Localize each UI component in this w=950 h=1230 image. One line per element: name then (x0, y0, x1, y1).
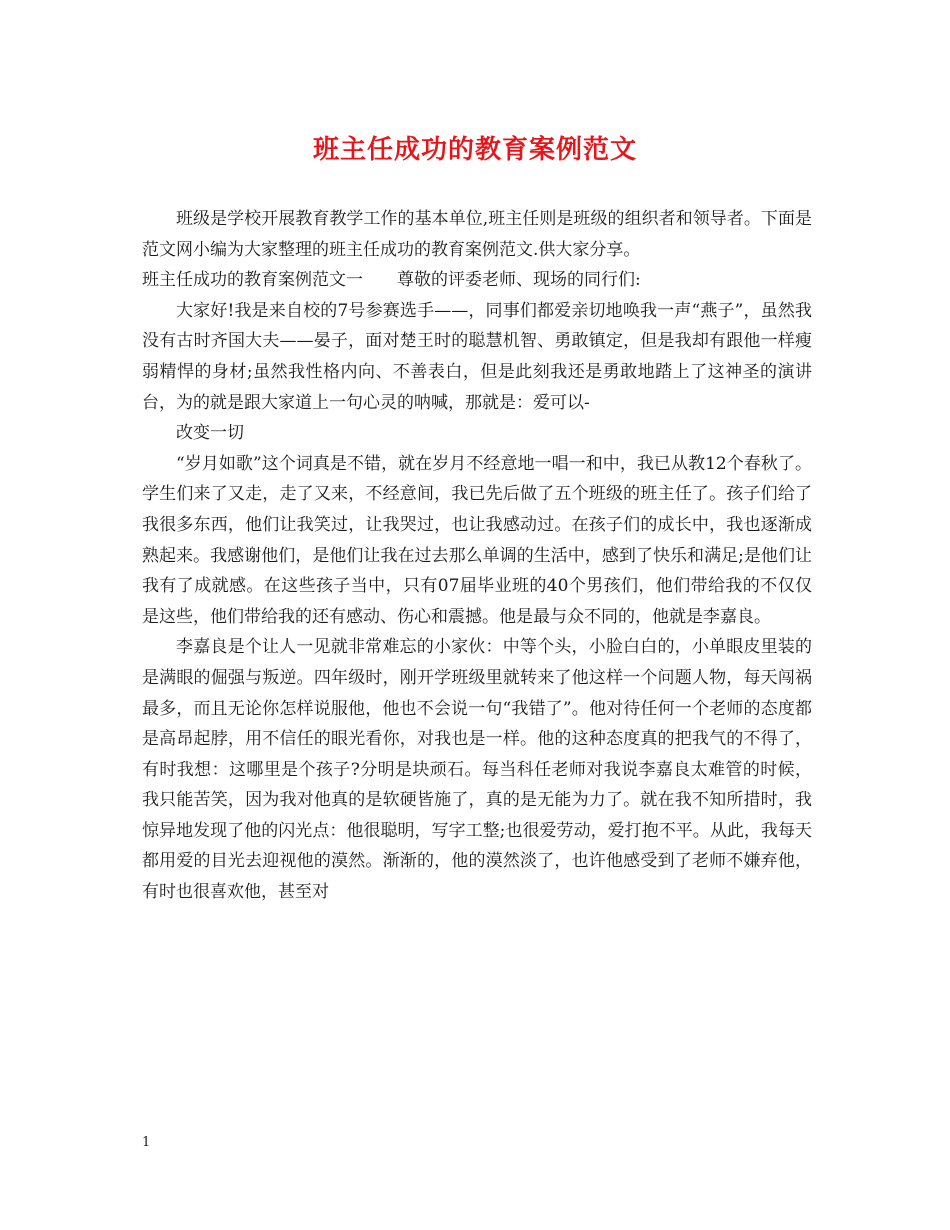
document-body (142, 204, 812, 908)
paragraph-intro: 班级是学校开展教育教学工作的基本单位,班主任则是班级的组织者和领导者。下面是范文网小编为大家整理的班主任成功的教育案例范文.供大家分享。 (142, 209, 812, 260)
document-title: 班主任成功的教育案例范文 (312, 135, 637, 165)
paragraph-section-heading: 班主任成功的教育案例范文一 尊敬的评委老师、现场的同行们: (142, 270, 641, 291)
paragraph-greeting: 大家好!我是来自校的7号参赛选手——，同事们都爱亲切地唤我一声“燕子”，虽然我没有古时齐国大夫——晏子，面对楚王时的聪慧机智、勇敢镇定，但是我却有跟他一样瘦弱精悍的身材;虽然我性格内向、不善表白，但是此刻我还是勇敢地踏上了这神圣的演讲台，为的就是跟大家道上一句心灵的呐喊，那就是：爱可以- (142, 300, 812, 413)
paragraph-change-everything: 改变一切 (176, 423, 244, 444)
paragraph-li-jialiang: 李嘉良是个让人一见就非常难忘的小家伙：中等个头，小脸白白的，小单眼皮里装的是满眼的倔强与叛逆。四年级时，刚开学班级里就转来了他这样一个问题人物，每天闯祸最多，而且无论你怎样说服他，他也不会说一句“我错了”。他对待任何一个老师的态度都是高昂起脖，用不信任的眼光看你，对我也是一样。他的这种态度真的把我气的不得了，有时我想：这哪里是个孩子?分明是块顽石。每当科任老师对我说李嘉良太难管的时候，我只能苦笑，因为我对他真的是软硬皆施了，真的是无能为力了。就在我不知所措时，我惊异地发现了他的闪光点：他很聪明，写字工整;也很爱劳动，爱打抱不平。从此，我每天都用爱的目光去迎视他的漠然。渐渐的，他的漠然淡了，也许他感受到了老师不嫌弃他，有时也很喜欢他，甚至对 (142, 637, 812, 903)
page-number: 1 (142, 1135, 151, 1150)
paragraph-years-like-song: “岁月如歌”这个词真是不错，就在岁月不经意地一唱一和中，我已从教12个春秋了。学生们来了又走，走了又来，不经意间，我已先后做了五个班级的班主任了。孩子们给了我很多东西，他们让我笑过，让我哭过，也让我感动过。在孩子们的成长中，我也逐渐成熟起来。我感谢他们，是他们让我在过去那么单调的生活中，感到了快乐和满足;是他们让我有了成就感。在这些孩子当中，只有07届毕业班的40个男孩们，他们带给我的不仅仅是这些，他们带给我的还有感动、伤心和震撼。他是最与众不同的，他就是李嘉良。 (142, 453, 812, 627)
